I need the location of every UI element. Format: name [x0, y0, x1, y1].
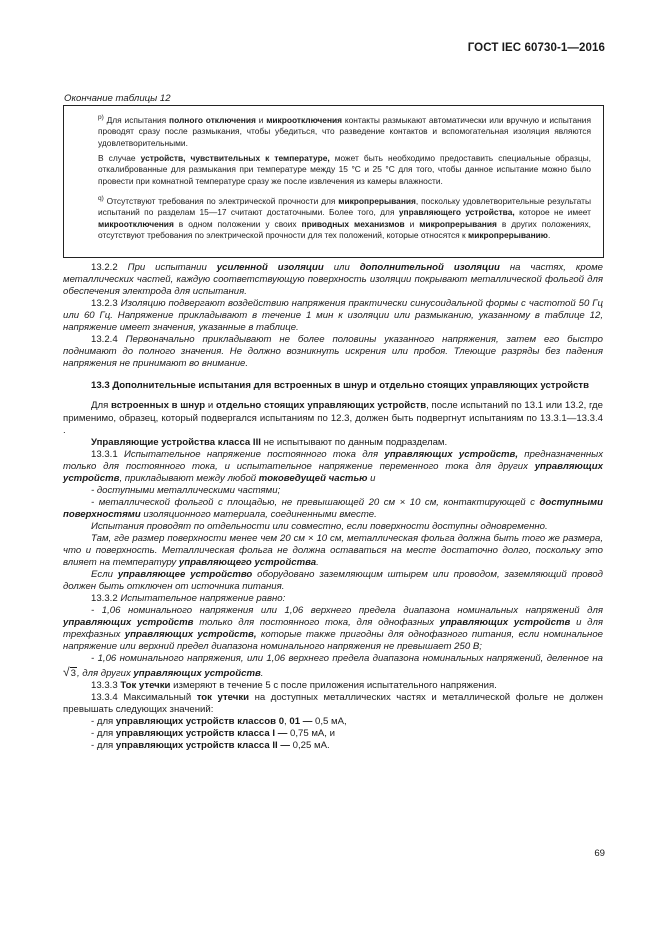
dash-item-2: - металлической фольгой с площадью, не превышающей 20 см × 10 см, контактирующей с доступными поверхностями изоляционного материала, соединенными вместе. [63, 496, 603, 520]
standard-header: ГОСТ IEC 60730-1—2016 [467, 42, 605, 54]
page-number: 69 [594, 848, 605, 859]
table-note-p2: В случае устройств, чувствительных к температуре, может быть необходимо предоставить специальные образцы, откалиброванные для размыкания при температуре между 15 °С и 25 °С для того, чтобы данное испытание можно было провести при комнатной температуре сразу же после извлечения из камеры влажности. [98, 153, 591, 186]
section-title-13-3: 13.3 Дополнительные испытания для встроенных в шнур и отдельно стоящих управляющих устройств [91, 380, 590, 392]
square-root-symbol: √3 [63, 664, 76, 679]
para-13-3-intro: Для встроенных в шнур и отдельно стоящих управляющих устройств, после испытаний по 13.1 или 13.2, где применимо, образец, который подвергался испытаниям по 12.3, должен быть подвергнут испытаниям по 13.3.1—13.3.4 . [63, 400, 603, 436]
limit-class-i: - для управляющих устройств класса I — 0,75 мА, и [91, 727, 336, 739]
para-foil-size: Там, где размер поверхности менее чем 20 см × 10 см, металлическая фольга должна быть того же размера, что и поверхность. Металлическая фольга не должна оставаться на месте достаточно долго, поскольку это влияет на температуру управляющего устройства. [63, 532, 603, 569]
dash-item-3: - 1,06 номинального напряжения или 1,06 верхнего предела диапазона номинальных напряжений для управляющих устройств только для постоянного тока, для однофазных управляющих устройств и для трехфазных управляющих устройств, которые также пригодны для однофазного питания, если номинальное напряжение или верхний предел диапазона номинального напряжения не превышает 250 В; [63, 605, 604, 653]
limit-class-ii: - для управляющих устройств класса II — 0,25 мА. [91, 739, 330, 751]
table-caption: Окончание таблицы 12 [64, 93, 171, 104]
para-13-2-3: 13.2.3 Изоляцию подвергают воздействию напряжения практически синусоидальной формы с частотой 50 Гц или 60 Гц. Напряжение прикладывают в течение 1 мин к изоляции или размыканию, указанному в таблице 12, напряжение имеет значения, указанные в таблице. [63, 298, 603, 334]
para-13-3-2: 13.3.2 Испытательное напряжение равно: [91, 593, 286, 605]
para-13-2-4: 13.2.4 Первоначально прикладывают не более половины указанного напряжения, затем его быстро поднимают до полного значения. Не должно возникнуть искрения или пробоя. Тлеющие разряды без падения напряжения не принимают во внимание. [63, 334, 603, 370]
para-separately: Испытания проводят по отдельности или совместно, если поверхности доступны одновременно. [91, 520, 548, 532]
table-note-p: $^{р)}$ Для испытания полного отключения и микроотключения контакты размыкают автоматически или вручную и испытания проводят сразу после размыкания, чтобы убедиться, что разведение контактов и вспомогательная изоляция являются удовлетворительными. [98, 114, 591, 148]
dash-item-1: - доступными металлическими частями; [91, 484, 281, 496]
dash-item-4: - 1,06 номинального напряжения, или 1,06 верхнего предела диапазона номинальных напряжений, деленное на √3, для других управляющих устройств. [63, 653, 603, 679]
para-13-3-1: 13.3.1 Испытательное напряжение постоянного тока для управляющих устройств, предназначенных только для постоянного тока, и испытательное напряжение переменного тока для других управляющих устройств, прикладывают между любой токоведущей частью и [63, 448, 603, 484]
document-body [63, 262, 603, 752]
limit-class-0-01: - для управляющих устройств классов 0, 01 — 0,5 мА, [91, 715, 347, 727]
para-13-3-3: 13.3.3 Ток утечки измеряют в течение 5 с после приложения испытательного напряжения. [91, 679, 497, 691]
table-12-continuation [63, 105, 604, 258]
para-13-2-2: 13.2.2 При испытании усиленной изоляции или дополнительной изоляции на частях, кроме металлических частей, каждую соответствующую поверхность изоляции покрывают металлической фольгой для обеспечения электрода для испытания. [63, 262, 603, 298]
table-note-q: $^{q)}$ Отсутствуют требования по электрической прочности для микропрерывания, поскольку удовлетворительные результаты испытаний по разделам 15—17 считают достаточными. Более того, для управляющего устройства, которое не имеет микроотключения в одном положении у своих приводных механизмов и микропрерывания в других положениях, отсутствуют требования по электрической прочности для тех положений, которые относятся к микропрерыванию. [98, 195, 591, 241]
para-13-3-4: 13.3.4 Максимальный ток утечки на доступных металлических частях и металлической фольге не должен превышать следующих значений: [63, 691, 604, 715]
para-grounding: Если управляющее устройство оборудовано заземляющим штырем или проводом, заземляющий провод должен быть отключен от источника питания. [63, 569, 603, 593]
para-class-iii: Управляющие устройства класса III не испытывают по данным подразделам. [91, 436, 448, 448]
